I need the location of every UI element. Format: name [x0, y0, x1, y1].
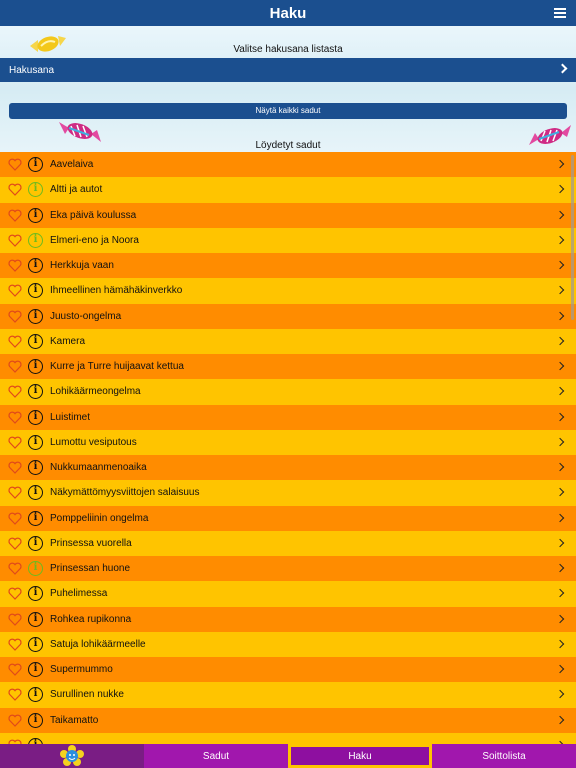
- heart-icon[interactable]: [8, 183, 22, 196]
- story-row[interactable]: [0, 405, 576, 430]
- story-row[interactable]: [0, 556, 576, 581]
- story-row[interactable]: [0, 682, 576, 707]
- flower-logo-icon: [59, 745, 85, 767]
- story-title: Puhelimessa: [50, 588, 108, 600]
- story-title: Prinsessa vuorella: [50, 537, 132, 549]
- heart-icon[interactable]: [8, 411, 22, 424]
- heart-icon[interactable]: [8, 360, 22, 373]
- heart-icon[interactable]: [8, 537, 22, 550]
- story-title: Juusto-ongelma: [50, 310, 122, 322]
- story-row[interactable]: [0, 354, 576, 379]
- story-row[interactable]: [0, 177, 576, 202]
- info-icon[interactable]: i: [28, 283, 43, 298]
- heart-icon[interactable]: [8, 284, 22, 297]
- heart-icon[interactable]: [8, 562, 22, 575]
- story-row[interactable]: [0, 253, 576, 278]
- chevron-right-icon: [556, 337, 564, 345]
- info-icon[interactable]: i: [28, 637, 43, 652]
- story-title: Surullinen nukke: [50, 689, 124, 701]
- info-icon[interactable]: i: [28, 612, 43, 627]
- top-bar: [0, 0, 576, 26]
- story-row[interactable]: [0, 607, 576, 632]
- heart-icon[interactable]: [8, 587, 22, 600]
- story-title: Aavelaiva: [50, 159, 94, 170]
- chevron-right-icon: [556, 387, 564, 395]
- chevron-right-icon: [556, 286, 564, 294]
- story-row[interactable]: [0, 430, 576, 455]
- heart-icon[interactable]: [8, 663, 22, 676]
- chevron-right-icon: [556, 690, 564, 698]
- tab-sadut[interactable]: Sadut: [144, 744, 288, 768]
- story-row[interactable]: [0, 152, 576, 177]
- heart-icon[interactable]: [8, 714, 22, 727]
- chevron-right-icon: [556, 311, 564, 319]
- chevron-right-icon: [556, 185, 564, 193]
- found-stories-title: Löydetyt sadut: [255, 140, 321, 151]
- heart-icon[interactable]: [8, 259, 22, 272]
- tab-haku-label: Haku: [291, 747, 429, 765]
- heart-icon[interactable]: [8, 310, 22, 323]
- info-icon[interactable]: i: [28, 384, 43, 399]
- heart-icon[interactable]: [8, 385, 22, 398]
- story-row[interactable]: [0, 657, 576, 682]
- story-title: Kurre ja Turre huijaavat kettua: [50, 361, 184, 372]
- info-icon[interactable]: i: [28, 233, 43, 248]
- heart-icon[interactable]: [8, 461, 22, 474]
- story-title: Pomppeliinin ongelma: [50, 512, 149, 524]
- info-icon[interactable]: i: [28, 309, 43, 324]
- story-title: Näkymättömyysviittojen salaisuus: [50, 487, 200, 499]
- story-row[interactable]: [0, 480, 576, 505]
- info-icon[interactable]: i: [28, 586, 43, 601]
- story-row[interactable]: [0, 228, 576, 253]
- page-title: Haku: [269, 4, 307, 22]
- info-icon[interactable]: i: [28, 258, 43, 273]
- info-icon[interactable]: i: [28, 460, 43, 475]
- story-row[interactable]: [0, 708, 576, 733]
- chevron-right-icon: [556, 261, 564, 269]
- tab-haku[interactable]: [288, 744, 432, 768]
- story-title: Nukkumaanmenoaika: [50, 462, 147, 473]
- chevron-right-icon: [556, 640, 564, 648]
- heart-icon[interactable]: [8, 638, 22, 651]
- heart-icon[interactable]: [8, 209, 22, 222]
- info-icon[interactable]: i: [28, 410, 43, 425]
- info-icon[interactable]: i: [28, 359, 43, 374]
- info-icon[interactable]: i: [28, 182, 43, 197]
- heart-icon[interactable]: [8, 158, 22, 171]
- story-title: Altti ja autot: [50, 184, 103, 196]
- chevron-right-icon: [556, 513, 564, 521]
- story-row[interactable]: [0, 632, 576, 657]
- scrollbar[interactable]: [571, 155, 574, 320]
- search-hint: Valitse hakusana listasta: [233, 44, 343, 55]
- heart-icon[interactable]: [8, 335, 22, 348]
- story-title: Luistimet: [50, 411, 91, 423]
- search-term-field[interactable]: [0, 58, 576, 82]
- tab-home[interactable]: [0, 744, 144, 768]
- chevron-right-icon: [556, 160, 564, 168]
- story-title: Satuja lohikäärmeelle: [50, 638, 146, 650]
- info-icon[interactable]: i: [28, 157, 43, 172]
- story-title: Herkkuja vaan: [50, 260, 114, 271]
- search-term-label: Hakusana: [9, 64, 55, 76]
- info-icon[interactable]: i: [28, 561, 43, 576]
- story-row[interactable]: [0, 278, 576, 303]
- chevron-right-icon: [556, 614, 564, 622]
- chevron-right-icon: [556, 362, 564, 370]
- info-icon[interactable]: i: [28, 687, 43, 702]
- heart-icon[interactable]: [8, 613, 22, 626]
- chevron-right-icon: [556, 463, 564, 471]
- story-title: Kamera: [50, 335, 86, 347]
- story-row[interactable]: [0, 581, 576, 606]
- info-icon[interactable]: i: [28, 536, 43, 551]
- story-title: Supermummo: [50, 664, 113, 675]
- chevron-right-icon: [556, 236, 564, 244]
- show-all-stories-button[interactable]: Näytä kaikki sadut: [9, 103, 567, 119]
- info-icon[interactable]: i: [28, 435, 43, 450]
- story-row[interactable]: [0, 506, 576, 531]
- story-title: Ihmeellinen hämähäkinverkko: [50, 285, 183, 297]
- story-title: Rohkea rupikonna: [50, 613, 132, 625]
- chevron-right-icon: [556, 665, 564, 673]
- story-title: Lumottu vesiputous: [50, 436, 137, 448]
- chevron-right-icon: [556, 488, 564, 496]
- story-row[interactable]: [0, 455, 576, 480]
- chevron-right-icon: [556, 564, 564, 572]
- story-title: Lohikäärmeongelma: [50, 386, 141, 398]
- story-list[interactable]: [0, 152, 576, 744]
- info-icon[interactable]: i: [28, 662, 43, 677]
- story-row[interactable]: [0, 379, 576, 404]
- chevron-right-icon: [556, 539, 564, 547]
- heart-icon[interactable]: [8, 436, 22, 449]
- info-icon[interactable]: i: [28, 511, 43, 526]
- heart-icon[interactable]: [8, 688, 22, 701]
- heart-icon[interactable]: [8, 512, 22, 525]
- story-row[interactable]: [0, 329, 576, 354]
- chevron-right-icon: [556, 412, 564, 420]
- story-row[interactable]: [0, 203, 576, 228]
- tab-bar: [0, 744, 576, 768]
- heart-icon[interactable]: [8, 234, 22, 247]
- info-icon[interactable]: i: [28, 713, 43, 728]
- info-icon[interactable]: i: [28, 334, 43, 349]
- chevron-right-icon: [556, 715, 564, 723]
- story-title: Taikamatto: [50, 714, 99, 726]
- story-title: Elmeri-eno ja Noora: [50, 234, 139, 246]
- info-icon[interactable]: i: [28, 208, 43, 223]
- chevron-right-icon: [556, 589, 564, 597]
- story-row[interactable]: [0, 531, 576, 556]
- chevron-right-icon: [558, 64, 568, 74]
- tab-soittolista[interactable]: Soittolista: [432, 744, 576, 768]
- info-icon[interactable]: i: [28, 485, 43, 500]
- story-title: Prinsessan huone: [50, 563, 131, 574]
- story-title: Eka päivä koulussa: [50, 209, 137, 221]
- chevron-right-icon: [556, 210, 564, 218]
- chevron-right-icon: [556, 438, 564, 446]
- story-row[interactable]: [0, 304, 576, 329]
- hamburger-menu-icon[interactable]: [554, 8, 566, 18]
- heart-icon[interactable]: [8, 486, 22, 499]
